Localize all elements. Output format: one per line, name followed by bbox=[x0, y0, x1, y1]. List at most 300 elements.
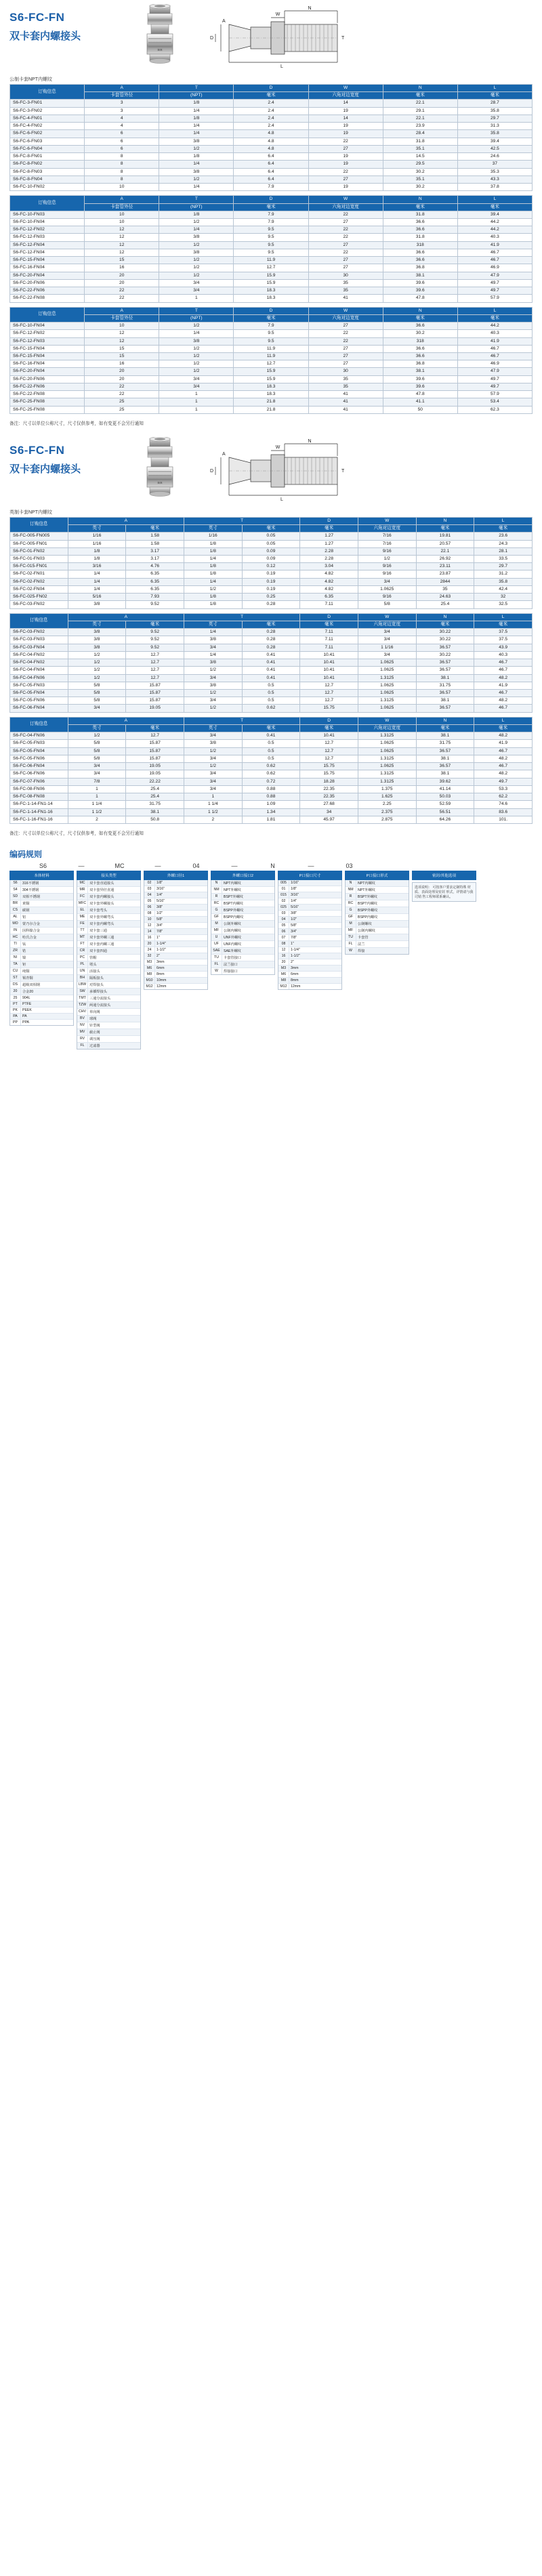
coding-item bbox=[346, 894, 409, 900]
cell-value: 30.2 bbox=[383, 168, 457, 175]
cell-value: 1/2 bbox=[159, 175, 234, 183]
cell-order-code: S6-FC-8-FN03 bbox=[10, 168, 85, 175]
cell-value: 1.0625 bbox=[358, 705, 416, 712]
cell-value: 38.1 bbox=[416, 697, 474, 705]
table-row bbox=[10, 563, 533, 570]
cell-order-code: S6-FC-06-FN04 bbox=[10, 763, 68, 770]
table-row bbox=[10, 272, 533, 279]
cell-order-code: S6-FC-20-FN06 bbox=[10, 279, 85, 287]
col-a: A bbox=[68, 613, 184, 621]
cell-value: 3/4 bbox=[184, 755, 242, 762]
cell-value: 50.03 bbox=[416, 793, 474, 801]
coding-item-code: 12 bbox=[144, 923, 155, 928]
col-a-sub: 卡套管外径 bbox=[85, 203, 159, 211]
cell-value: 62.3 bbox=[457, 406, 532, 413]
cell-value: 3.17 bbox=[126, 556, 184, 563]
col-a: A bbox=[85, 196, 159, 203]
cell-value: 1 bbox=[184, 793, 242, 801]
cell-value: 24.6 bbox=[457, 153, 532, 161]
cell-value: 15 bbox=[85, 345, 159, 352]
coding-item-label: 3/8" bbox=[157, 905, 163, 909]
coding-item-code: AL bbox=[10, 914, 21, 920]
coding-col-6 bbox=[412, 871, 476, 902]
cell-value: 0.5 bbox=[242, 747, 300, 755]
cell-order-code: S6-FC-03-FN02 bbox=[10, 601, 68, 608]
cell-value: 27 bbox=[308, 352, 383, 360]
coding-item-code: PC bbox=[77, 955, 88, 961]
coding-item-code: FT bbox=[77, 941, 88, 947]
col-l: L bbox=[474, 517, 533, 524]
coding-item-label: 堵头 bbox=[89, 962, 97, 967]
coding-item-label: PPA bbox=[22, 1020, 29, 1024]
cell-value: 40.3 bbox=[474, 651, 533, 659]
cell-value: 45.97 bbox=[300, 816, 358, 823]
cell-value: 74.6 bbox=[474, 801, 533, 808]
col-t-mm: 毫米 bbox=[242, 621, 300, 628]
col-n-mm: 毫米 bbox=[416, 525, 474, 533]
cell-value: 3/4 bbox=[358, 578, 416, 585]
cell-value: 1.0625 bbox=[358, 667, 416, 674]
coding-item-label: 调压阀 bbox=[89, 1037, 100, 1041]
coding-item-label: 1" bbox=[157, 935, 160, 940]
table-row bbox=[10, 107, 533, 115]
coding-item bbox=[278, 941, 341, 947]
cell-value: 1/2 bbox=[159, 218, 234, 226]
coding-item-label: SAE外螺纹 bbox=[224, 949, 241, 953]
section-title: S6-FC-FN bbox=[9, 11, 65, 24]
cell-value: 37.8 bbox=[457, 184, 532, 191]
coding-item bbox=[346, 900, 409, 907]
coding-item bbox=[77, 900, 140, 907]
cell-value: 0.5 bbox=[242, 755, 300, 762]
cell-value: 19 bbox=[308, 184, 383, 191]
col-d: D bbox=[234, 196, 308, 203]
cell-value: 15.87 bbox=[126, 740, 184, 747]
coding-item bbox=[77, 1002, 140, 1009]
cell-value: 1/8 bbox=[184, 594, 242, 601]
cell-value: 8 bbox=[85, 153, 159, 161]
coding-item-code: 20 bbox=[278, 959, 289, 965]
cell-value: 9.52 bbox=[126, 601, 184, 608]
cell-value: 0.19 bbox=[242, 578, 300, 585]
coding-item bbox=[10, 914, 73, 921]
cell-value: 9.5 bbox=[234, 330, 308, 337]
coding-item-label: 3/16" bbox=[291, 892, 299, 897]
coding-item bbox=[144, 953, 207, 959]
cell-value: 18.3 bbox=[234, 287, 308, 295]
coding-item-code: W bbox=[346, 948, 356, 954]
coding-item bbox=[77, 928, 140, 934]
cell-value: 18.3 bbox=[234, 383, 308, 390]
cell-order-code: S6-FC-12-FN03 bbox=[10, 234, 85, 241]
coding-item-code: ST bbox=[10, 975, 21, 981]
cell-order-code: S6-FC-1-14-FN1-16 bbox=[10, 808, 68, 816]
table-row bbox=[10, 747, 533, 755]
col-w: W bbox=[308, 85, 383, 92]
col-w: W bbox=[358, 717, 416, 724]
coding-item-label: BSPT外螺纹 bbox=[358, 894, 378, 899]
cell-value: 53.3 bbox=[474, 785, 533, 793]
cell-order-code: S6-FC-04-FN06 bbox=[10, 732, 68, 740]
col-l: L bbox=[457, 85, 532, 92]
coding-item bbox=[211, 907, 274, 914]
cell-value: 43.9 bbox=[474, 644, 533, 651]
coding-item bbox=[10, 989, 73, 995]
coding-item-label: 6mm bbox=[291, 972, 299, 976]
coding-item-label: 3/4" bbox=[291, 929, 297, 934]
cell-value: 35 bbox=[308, 287, 383, 295]
cell-value: 1 1/2 bbox=[68, 808, 126, 816]
col-order: 订购信息 bbox=[10, 517, 68, 532]
cell-value: 22 bbox=[308, 226, 383, 234]
cell-order-code: S6-FC-22-FN06 bbox=[10, 383, 85, 390]
coding-item-label: 7/8" bbox=[157, 929, 163, 934]
cell-value: 1.3125 bbox=[358, 755, 416, 762]
coding-item-code: SD bbox=[10, 894, 21, 900]
cell-value: 29.7 bbox=[457, 115, 532, 122]
coding-item bbox=[10, 887, 73, 894]
coding-item-code: ZR bbox=[10, 948, 21, 954]
cell-value: 28.4 bbox=[383, 130, 457, 138]
cell-order-code: S6-FC-01-FN02 bbox=[10, 547, 68, 555]
coding-item-code: N bbox=[211, 880, 222, 886]
cell-value: 0.28 bbox=[242, 601, 300, 608]
cell-value: 35.3 bbox=[457, 168, 532, 175]
cell-value: 0.28 bbox=[242, 636, 300, 644]
cell-value: 22 bbox=[85, 383, 159, 390]
cell-value: 32.5 bbox=[474, 601, 533, 608]
coding-item bbox=[278, 978, 341, 984]
coding-item bbox=[278, 886, 341, 892]
cell-value: 41.14 bbox=[416, 785, 474, 793]
cell-value: 7.93 bbox=[126, 594, 184, 601]
coding-item-code: RC bbox=[211, 900, 222, 907]
cell-value: 2 bbox=[184, 816, 242, 823]
cell-value: 1/4 bbox=[68, 570, 126, 578]
cell-value: 19.81 bbox=[416, 533, 474, 540]
coding-item-label: 铝 bbox=[22, 915, 26, 919]
coding-item bbox=[10, 975, 73, 982]
table-row bbox=[10, 601, 533, 608]
cell-value: 14 bbox=[308, 115, 383, 122]
coding-item-code: M8 bbox=[278, 978, 289, 983]
cell-value: 57.9 bbox=[457, 295, 532, 302]
coding-rule-title: 编码规则 bbox=[9, 849, 43, 859]
table-row bbox=[10, 368, 533, 375]
cell-value: 19.05 bbox=[126, 770, 184, 778]
cell-order-code: S6-FC-005-FN01 bbox=[10, 540, 68, 547]
cell-value: 15.9 bbox=[234, 375, 308, 383]
cell-value: 39.62 bbox=[416, 778, 474, 785]
cell-value: 1/2 bbox=[184, 585, 242, 593]
cell-order-code: S6-FC-04-FN02 bbox=[10, 659, 68, 667]
cell-value: 30 bbox=[308, 272, 383, 279]
table-row bbox=[10, 651, 533, 659]
coding-item-code: 08 bbox=[278, 941, 289, 947]
col-l-mm: 毫米 bbox=[474, 621, 533, 628]
coding-item bbox=[77, 934, 140, 941]
cell-value: 1/2 bbox=[184, 705, 242, 712]
cell-value: 9.52 bbox=[126, 636, 184, 644]
coding-item bbox=[144, 923, 207, 929]
col-w-sub: 六角对边宽度 bbox=[308, 92, 383, 100]
cell-order-code: S6-FC-4-FN01 bbox=[10, 115, 85, 122]
cell-order-code: S6-FC-05-FN06 bbox=[10, 755, 68, 762]
cell-value: 20 bbox=[85, 279, 159, 287]
cell-value: 42.4 bbox=[474, 585, 533, 593]
cell-value: 22 bbox=[308, 337, 383, 345]
col-l-mm: 毫米 bbox=[474, 525, 533, 533]
cell-value: 1/2 bbox=[68, 674, 126, 682]
coding-item-code: 06 bbox=[278, 929, 289, 934]
cell-value: 7.11 bbox=[300, 601, 358, 608]
cell-order-code: S6-FC-22-FN08 bbox=[10, 391, 85, 398]
coding-item bbox=[144, 935, 207, 941]
cell-value: 16 bbox=[85, 264, 159, 272]
coding-item-label: 球阀 bbox=[89, 1016, 97, 1021]
cell-value: 30.22 bbox=[416, 636, 474, 644]
cell-value: 43.3 bbox=[457, 175, 532, 183]
coding-item-label: 卡套管接口 bbox=[224, 955, 241, 960]
cell-value: 36.57 bbox=[416, 705, 474, 712]
col-n: N bbox=[416, 613, 474, 621]
coding-item-label: 1" bbox=[291, 941, 294, 946]
coding-item-label: 3mm bbox=[291, 965, 299, 970]
coding-item bbox=[77, 1036, 140, 1043]
cell-value: 1/4 bbox=[159, 330, 234, 337]
coding-item-label: 1/16" bbox=[291, 880, 299, 885]
cell-value: 1/8 bbox=[184, 540, 242, 547]
coding-item bbox=[77, 1009, 140, 1016]
cell-value: 1.27 bbox=[300, 540, 358, 547]
cell-value: 41 bbox=[308, 391, 383, 398]
col-t-in: 英寸 bbox=[184, 621, 242, 628]
cell-value: 1.3125 bbox=[358, 732, 416, 740]
coding-item-label: 1-1/2" bbox=[291, 953, 300, 958]
cell-value: 38.1 bbox=[416, 674, 474, 682]
coding-item bbox=[10, 961, 73, 968]
dim-w-label: W bbox=[275, 12, 280, 17]
cell-value: 9.5 bbox=[234, 249, 308, 256]
cell-value: 6.4 bbox=[234, 153, 308, 161]
cell-value: 12 bbox=[85, 249, 159, 256]
cell-value: 46.7 bbox=[474, 667, 533, 674]
dimension-table-6 bbox=[9, 717, 533, 824]
cell-value: 0.28 bbox=[242, 644, 300, 651]
cell-value: 18.28 bbox=[300, 778, 358, 785]
coding-item bbox=[77, 1016, 140, 1022]
table-row bbox=[10, 398, 533, 406]
cell-value: 1/2 bbox=[68, 659, 126, 667]
cell-value: 1/2 bbox=[184, 690, 242, 697]
coding-item bbox=[10, 934, 73, 941]
cell-value: 49.7 bbox=[457, 279, 532, 287]
table-body-2 bbox=[10, 211, 533, 302]
technical-drawing bbox=[209, 437, 425, 501]
coding-item-code: PA bbox=[10, 1014, 21, 1019]
code-seg-3: N bbox=[270, 862, 275, 869]
coding-rule-block bbox=[0, 863, 542, 1050]
cell-value: 3/4 bbox=[184, 674, 242, 682]
cell-value: 35.8 bbox=[457, 130, 532, 138]
cell-value: 22 bbox=[308, 168, 383, 175]
col-l: L bbox=[457, 307, 532, 314]
cell-value: 29.1 bbox=[383, 107, 457, 115]
col-d: D bbox=[234, 85, 308, 92]
coding-item-code: RC bbox=[346, 900, 356, 907]
coding-item-code: M6 bbox=[144, 965, 155, 971]
cell-value: 1/4 bbox=[159, 226, 234, 234]
cell-value: 39.4 bbox=[457, 211, 532, 218]
coding-item bbox=[346, 941, 409, 948]
cell-value: 3/8 bbox=[184, 636, 242, 644]
cell-value: 3/8 bbox=[159, 168, 234, 175]
coding-item bbox=[77, 880, 140, 887]
coding-item-label: 1-1/4" bbox=[157, 941, 166, 946]
cell-value: 12.7 bbox=[126, 667, 184, 674]
coding-item-code: LBW bbox=[77, 982, 88, 988]
cell-value: 27 bbox=[308, 360, 383, 368]
coding-item-code: 04 bbox=[144, 892, 155, 898]
cell-value: 7/16 bbox=[358, 540, 416, 547]
coding-item-code: 32 bbox=[144, 953, 155, 959]
coding-item bbox=[144, 984, 207, 989]
cell-value: 48.2 bbox=[474, 697, 533, 705]
coding-item-label: 隔板接头 bbox=[89, 976, 104, 980]
table-row bbox=[10, 636, 533, 644]
cell-value: 9.5 bbox=[234, 241, 308, 249]
col-l-unit: 毫米 bbox=[457, 314, 532, 322]
coding-item-label: 双卡套异径直通 bbox=[89, 888, 114, 892]
cell-order-code: S6-FC-02-FN01 bbox=[10, 570, 68, 578]
cell-value: 22 bbox=[308, 330, 383, 337]
table-body-1 bbox=[10, 100, 533, 191]
cell-order-code: S6-FC-10-FN03 bbox=[10, 211, 85, 218]
cell-value: 46.7 bbox=[474, 747, 533, 755]
coding-item-code: MT bbox=[77, 934, 88, 940]
cell-value: 3/8 bbox=[184, 682, 242, 689]
coding-item bbox=[278, 923, 341, 929]
coding-item-label: 钽 bbox=[22, 962, 26, 967]
cell-value: 46.7 bbox=[474, 763, 533, 770]
coding-item-code: GF bbox=[211, 914, 222, 920]
cell-value: 35 bbox=[416, 585, 474, 593]
cell-value: 1.58 bbox=[126, 540, 184, 547]
coding-item-label: PTFE bbox=[22, 1001, 32, 1006]
coding-item-code: DS bbox=[10, 982, 21, 988]
cell-value: 3/8 bbox=[68, 601, 126, 608]
cell-order-code: S6-FC-16-FN04 bbox=[10, 360, 85, 368]
coding-item-label: 卡套管 bbox=[358, 935, 369, 940]
col-d-unit: 毫米 bbox=[234, 203, 308, 211]
cell-value: 2.28 bbox=[300, 556, 358, 563]
cell-value: 35 bbox=[308, 383, 383, 390]
coding-item bbox=[144, 917, 207, 923]
cell-order-code: S6-FC-25-FN08 bbox=[10, 406, 85, 413]
cell-value: 9/16 bbox=[358, 594, 416, 601]
cell-value: 12.7 bbox=[300, 755, 358, 762]
cell-value: 19 bbox=[308, 107, 383, 115]
cell-value: 22 bbox=[85, 287, 159, 295]
cell-order-code: S6-FC-02-FN04 bbox=[10, 585, 68, 593]
cell-value: 0.25 bbox=[242, 594, 300, 601]
cell-order-code: S6-FC-01-FN03 bbox=[10, 556, 68, 563]
cell-value: 29.7 bbox=[474, 563, 533, 570]
coding-item-code: FL bbox=[77, 1043, 88, 1049]
cell-value: 44.2 bbox=[457, 226, 532, 234]
cell-value: 1/2 bbox=[68, 651, 126, 659]
cell-order-code: S6-FC-04-FN06 bbox=[10, 674, 68, 682]
coding-item-code: 24 bbox=[144, 947, 155, 953]
col-a: A bbox=[68, 517, 184, 524]
coding-item bbox=[10, 1001, 73, 1007]
cell-value: 3/8 bbox=[159, 249, 234, 256]
section-title-block-2 bbox=[0, 437, 125, 476]
coding-example-line bbox=[9, 863, 533, 869]
cell-value: 1.0625 bbox=[358, 690, 416, 697]
cell-value: 20 bbox=[85, 272, 159, 279]
dim-a-label: A bbox=[222, 451, 226, 457]
cell-value: 25.4 bbox=[126, 785, 184, 793]
cell-value: 0.12 bbox=[242, 563, 300, 570]
coding-item-code: 06 bbox=[144, 905, 155, 910]
cell-order-code: S6-FC-12-FN02 bbox=[10, 330, 85, 337]
table-row bbox=[10, 330, 533, 337]
cell-value: 10 bbox=[85, 211, 159, 218]
cell-value: 47.9 bbox=[457, 272, 532, 279]
cell-value: 15.75 bbox=[300, 770, 358, 778]
coding-item bbox=[278, 917, 341, 923]
coding-item bbox=[144, 886, 207, 892]
table-row bbox=[10, 264, 533, 272]
cell-value: 64.26 bbox=[416, 816, 474, 823]
coding-item-code: S4 bbox=[10, 887, 21, 893]
dimension-table-5 bbox=[9, 613, 533, 713]
table-row bbox=[10, 816, 533, 823]
table-row bbox=[10, 279, 533, 287]
cell-value: 14 bbox=[308, 100, 383, 107]
table-row bbox=[10, 383, 533, 390]
cell-value: 30.22 bbox=[416, 651, 474, 659]
col-l-unit: 毫米 bbox=[457, 203, 532, 211]
cell-value: 27 bbox=[308, 257, 383, 264]
cell-value: 1.3125 bbox=[358, 674, 416, 682]
code-seg-0: S6 bbox=[39, 862, 47, 869]
coding-item bbox=[211, 887, 274, 894]
coding-item bbox=[144, 929, 207, 935]
cell-value: 35 bbox=[308, 375, 383, 383]
cell-value: 23.87 bbox=[416, 570, 474, 578]
dimension-table-3 bbox=[9, 307, 533, 414]
cell-value: 0.62 bbox=[242, 705, 300, 712]
coding-item-label: 双相不锈钢 bbox=[22, 894, 40, 899]
cell-value: 46.7 bbox=[457, 352, 532, 360]
cell-value: 1/4 bbox=[68, 578, 126, 585]
code-sep-3: — bbox=[308, 862, 314, 869]
cell-value: 1/4 bbox=[159, 184, 234, 191]
coding-item-code: BV bbox=[77, 1016, 88, 1022]
cell-value: 6.4 bbox=[234, 161, 308, 168]
cell-value: 0.05 bbox=[242, 533, 300, 540]
cell-value: 22.22 bbox=[126, 778, 184, 785]
coding-item-label: 1/8" bbox=[157, 880, 163, 885]
cell-value: 7.9 bbox=[234, 218, 308, 226]
table-row bbox=[10, 345, 533, 352]
coding-item-code: M3 bbox=[144, 959, 155, 965]
coding-item-label: 1-1/4" bbox=[291, 947, 300, 952]
cell-value: 56.51 bbox=[416, 808, 474, 816]
cell-order-code: S6-FC-10-FN04 bbox=[10, 323, 85, 330]
